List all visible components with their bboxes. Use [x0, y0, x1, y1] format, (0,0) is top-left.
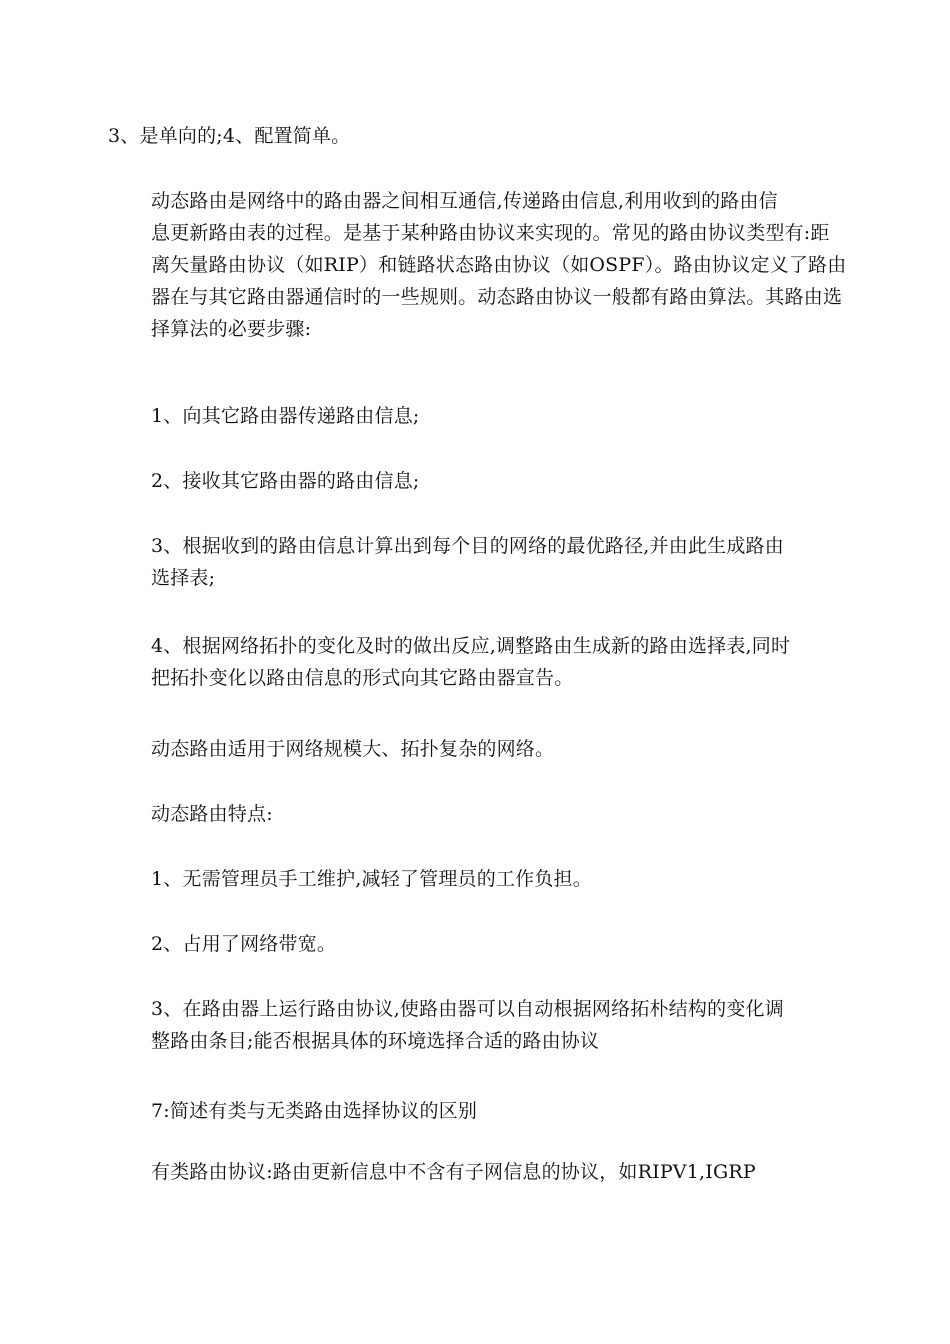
text-line: 择算法的必要步骤:: [151, 318, 312, 340]
text-line: 2、占用了网络带宽。: [151, 933, 337, 955]
text-line: 动态路由适用于网络规模大、拓扑复杂的网络。: [151, 738, 555, 760]
text-line: 选择表;: [151, 567, 216, 589]
paragraph-features-heading: [108, 798, 843, 830]
paragraph-feature-1: [108, 863, 843, 895]
paragraph-dynamic-routing-definition: [108, 185, 847, 345]
paragraph-classful-routing: [108, 1156, 843, 1188]
text-line: 7:简述有类与无类路由选择协议的区别: [151, 1100, 478, 1122]
text-line: 动态路由特点:: [151, 803, 273, 825]
text-line: 有类路由协议:路由更新信息中不含有子网信息的协议，如RIPV1,IGRP: [151, 1161, 756, 1183]
text-line: 离矢量路由协议（如RIP）和链路状态路由协议（如OSPF）。路由协议定义了路由: [151, 254, 847, 276]
paragraph-step-4: [108, 630, 843, 694]
text-line: 把拓扑变化以路由信息的形式向其它路由器宣告。: [151, 667, 574, 689]
text-line: 3、根据收到的路由信息计算出到每个目的网络的最优路径,并由此生成路由: [151, 535, 784, 557]
text-line: 1、无需管理员手工维护,减轻了管理员的工作负担。: [151, 868, 592, 890]
text-line: 3、在路由器上运行路由协议,使路由器可以自动根据网络拓朴结构的变化调: [151, 998, 784, 1020]
text-line: 整路由条目;能否根据具体的环境选择合适的路由协议: [151, 1030, 600, 1052]
paragraph-feature-3: [108, 993, 843, 1057]
text-line: 1、向其它路由器传递路由信息;: [151, 405, 420, 427]
text-line: 3、是单向的;4、配置简单。: [108, 125, 351, 147]
paragraph-one-way-config: [108, 120, 843, 152]
text-line: 动态路由是网络中的路由器之间相互通信,传递路由信息,利用收到的路由信: [151, 190, 778, 212]
text-line: 4、根据网络拓扑的变化及时的做出反应,调整路由生成新的路由选择表,同时: [151, 635, 791, 657]
paragraph-dynamic-routing-scope: [108, 733, 843, 765]
paragraph-step-3: [108, 530, 843, 594]
paragraph-step-1: [108, 400, 843, 432]
text-line: 息更新路由表的过程。是基于某种路由协议来实现的。常见的路由协议类型有:距: [151, 222, 830, 244]
paragraph-question-7: [108, 1095, 843, 1127]
text-line: 2、接收其它路由器的路由信息;: [151, 470, 420, 492]
paragraph-feature-2: [108, 928, 843, 960]
paragraph-step-2: [108, 465, 843, 497]
text-line: 器在与其它路由器通信时的一些规则。动态路由协议一般都有路由算法。其路由选: [151, 286, 843, 308]
